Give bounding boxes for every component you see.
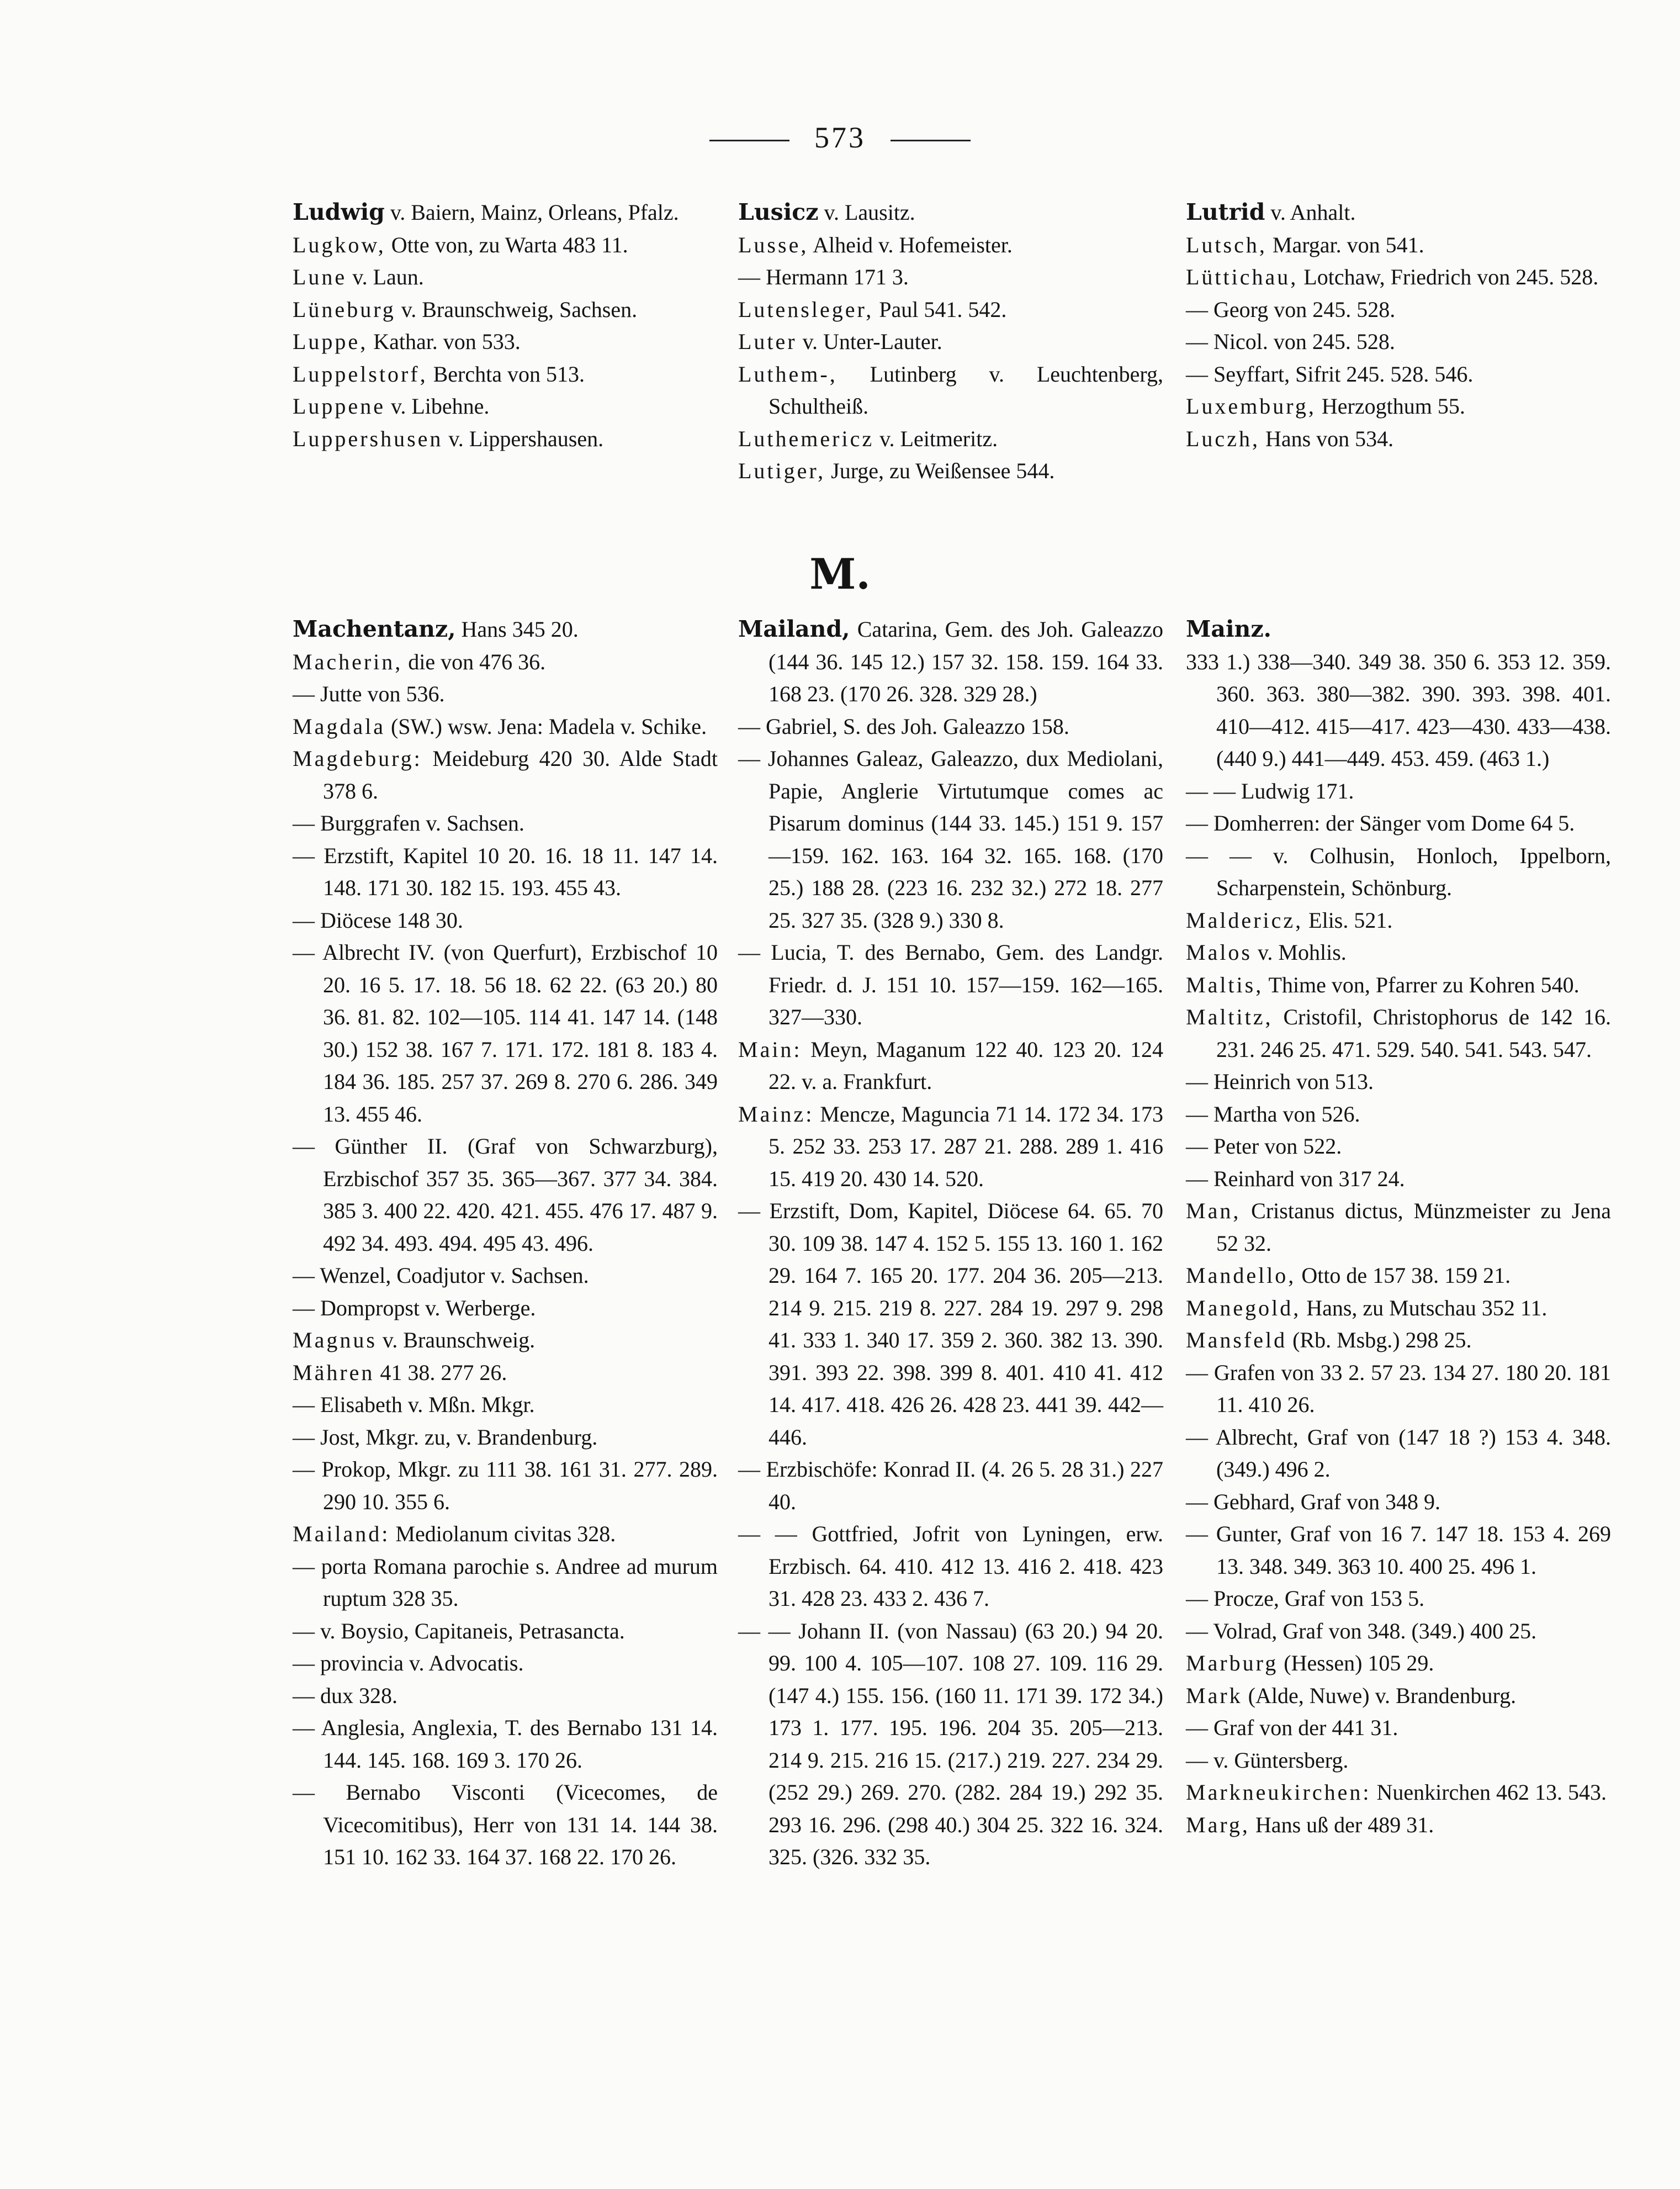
entry-keyword: Lüneburg [293,297,396,322]
entry-text: Cristofil, Christophorus de 142 16. 231. 246 25. 471. 529. 540. 541. 543. 547. [1216,1004,1611,1062]
entry-text: Thime von, Pfarrer zu Kohren 540. [1263,972,1580,997]
entry-keyword: Mailand: [293,1521,390,1546]
entry-keyword: Mandello, [1186,1263,1296,1288]
index-entry [293,1680,718,1712]
section-letter: M. [809,549,871,599]
index-entry [738,1615,1163,1874]
entry-text: Jurge, zu Weißensee 544. [825,458,1055,483]
entry-text: (Rb. Msbg.) 298 25. [1287,1328,1472,1352]
left-rule [709,140,789,141]
index-entry [1186,196,1611,229]
entry-text: v. Unter-Lauter. [797,329,942,354]
entry-text: — Gunter, Graf von 16 7. 147 18. 153 4. 269 13. 348. 349. 363 10. 400 25. 496 1. [1186,1521,1611,1579]
entry-text: v. Braunschweig. [377,1328,536,1352]
entry-text: Hans 345 20. [455,617,579,642]
entry-headword: Ludwig [293,199,385,225]
entry-text: (SW.) wsw. Jena: Madela v. Schike. [385,713,707,739]
entry-text: — Anglesia, Anglexia, T. des Bernabo 131 14. 144. 145. 168. 169 3. 170 26. [293,1715,718,1773]
index-entry [1186,294,1611,326]
entry-text: — Volrad, Graf von 348. (349.) 400 25. [1186,1618,1537,1643]
index-entry [1186,969,1611,1002]
entry-text: Mencze, Maguncia 71 14. 172 34. 173 5. 252 33. 253 17. 287 21. 288. 289 1. 416 15. 419 20. 430 14. 520. [769,1101,1163,1191]
index-entry [738,423,1163,456]
entry-text: — Erzstift, Kapitel 10 20. 16. 18 11. 147 14. 148. 171 30. 182 15. 193. 455 43. [293,843,718,900]
entry-keyword: Luter [738,329,797,354]
index-entry [293,1292,718,1325]
entry-text: v. Lippershausen. [443,426,604,451]
entry-keyword: Mansfeld [1186,1328,1287,1352]
entry-keyword: Luxemburg, [1186,394,1316,419]
entry-headword: Mailand, [738,616,850,642]
index-entry [293,1615,718,1648]
index-entry [1186,1776,1611,1809]
entry-text: — Albrecht IV. (von Querfurt), Erzbischof 10 20. 16 5. 17. 18. 56 18. 62 22. (63 20.) 80 36. 81. 82. 102—105. 114 41. 147 14. (148 30.) 152 38. 167 7. 171. 172. 181 8. 183 4. 184 36. 185. 257 37. 269 8. 270 6. 286. 349 13. 455 46. [293,940,718,1127]
entry-text: — Procze, Graf von 153 5. [1186,1586,1425,1611]
index-entry [738,358,1163,423]
entry-keyword: Lune [293,265,347,289]
index-entry [1186,1712,1611,1744]
index-entry [293,905,718,937]
index-entry [738,613,1163,711]
entry-headword: Mainz. [1186,616,1271,642]
entry-text: Berchta von 513. [427,361,585,387]
index-entry [1186,807,1611,840]
entry-keyword: Man, [1186,1198,1241,1223]
entry-keyword: Main: [738,1037,802,1062]
entry-keyword: Magnus [293,1328,377,1352]
index-entry [738,1518,1163,1615]
entry-text: Cristanus dictus, Münzmeister zu Jena 52 32. [1216,1198,1611,1256]
right-rule [891,140,971,141]
entry-text: Lotchaw, Friedrich von 245. 528. [1298,265,1599,289]
index-entry [293,1421,718,1454]
entry-text: — Peter von 522. [1186,1134,1342,1159]
index-column-bottom-1 [293,613,718,1874]
index-entry [293,1453,718,1518]
index-entry [293,196,718,229]
index-entry [738,326,1163,358]
entry-text: — Elisabeth v. Mßn. Mkgr. [293,1392,535,1417]
entry-text: Otte von, zu Warta 483 11. [385,232,628,257]
index-entry [738,743,1163,937]
entry-keyword: Marg, [1186,1812,1250,1837]
entry-text: v. Mohlis. [1252,940,1347,965]
entry-keyword: Mainz: [738,1101,814,1127]
entry-text: — Erzbischöfe: Konrad II. (4. 26 5. 28 31.) 227 40. [738,1457,1163,1514]
index-entry [293,1518,718,1551]
entry-text: Hans uß der 489 31. [1249,1812,1434,1837]
index-entry [293,229,718,262]
index-entry [1186,1260,1611,1292]
entry-text: Meideburg 420 30. Alde Stadt 378 6. [323,746,718,803]
index-entry [293,711,718,743]
index-entry [293,743,718,807]
entry-headword: Lusicz [738,199,819,225]
index-entry [1186,1324,1611,1357]
entry-keyword: Lusse, [738,232,809,257]
index-entry [1186,1163,1611,1196]
entry-text: 41 38. 277 26. [374,1360,507,1385]
index-entry [293,840,718,905]
entry-text: Alheid v. Hofemeister. [808,232,1013,257]
entry-keyword: Lutsch, [1186,232,1267,257]
entry-text: Herzogthum 55. [1316,394,1465,419]
entry-text: — Prokop, Mkgr. zu 111 38. 161 31. 277. 289. 290 10. 355 6. [293,1457,718,1514]
entry-text: v. Anhalt. [1265,200,1356,225]
entry-text: v. Leitmeritz. [874,426,998,451]
index-entry [293,613,718,646]
entry-text: v. Laun. [347,265,424,289]
entry-text: — Dompropst v. Werberge. [293,1295,536,1320]
entry-keyword: Malos [1186,940,1252,965]
index-entry [1186,1809,1611,1842]
entry-text: v. Lausitz. [818,200,915,225]
index-entry [738,1453,1163,1518]
index-entry [1186,1615,1611,1648]
entry-text: Hans von 534. [1259,426,1394,451]
index-entry [738,229,1163,262]
entry-keyword: Lugkow, [293,232,386,257]
entry-text: — Seyffart, Sifrit 245. 528. 546. [1186,361,1474,387]
index-column-bottom-2 [738,613,1163,1874]
entry-text: — — v. Colhusin, Honloch, Ippelborn, Scharpenstein, Schönburg. [1186,843,1611,900]
entry-text: — Heinrich von 513. [1186,1069,1374,1094]
index-entry [293,1260,718,1292]
entry-text: — v. Güntersberg. [1186,1747,1349,1773]
entry-keyword: Luppe, [293,329,368,354]
entry-text: — Nicol. von 245. 528. [1186,329,1395,354]
page-number [0,120,1680,155]
index-entry [1186,1421,1611,1486]
index-entry [1186,1357,1611,1421]
entry-text: Catarina, Gem. des Joh. Galeazzo (144 36. 145 12.) 157 32. 158. 159. 164 33. 168 23. (170 26. 328. 329 28.) [769,617,1163,706]
index-entry [1186,1486,1611,1519]
index-entry [738,711,1163,743]
entry-text: (Hessen) 105 29. [1278,1651,1434,1675]
index-entry [1186,1744,1611,1777]
entry-text: Otto de 157 38. 159 21. [1296,1263,1511,1288]
entry-keyword: Luppershusen [293,426,443,451]
entry-text: — v. Boysio, Capitaneis, Petrasancta. [293,1618,625,1643]
index-entry [1186,1647,1611,1680]
index-entry [293,326,718,358]
index-column-top-2 [738,196,1163,488]
index-entry [738,1034,1163,1098]
entry-keyword: Macherin, [293,649,403,674]
index-entry [1186,1066,1611,1098]
entry-text: die von 476 36. [402,649,546,674]
index-entry [1186,646,1611,775]
index-entry [1186,613,1611,646]
entry-keyword: Lüttichau, [1186,265,1299,289]
entry-text: Paul 541. 542. [873,297,1007,322]
entry-text: — Grafen von 33 2. 57 23. 134 27. 180 20. 181 11. 410 26. [1186,1360,1611,1417]
entry-text: — Domherren: der Sänger vom Dome 64 5. [1186,811,1575,836]
index-entry [293,678,718,711]
index-entry [293,390,718,423]
index-entry [738,937,1163,1034]
entry-text: — Albrecht, Graf von (147 18 ?) 153 4. 348. (349.) 496 2. [1186,1424,1611,1482]
entry-text: — Georg von 245. 528. [1186,297,1396,322]
index-column-top-1 [293,196,718,455]
index-entry [1186,423,1611,456]
index-entry [1186,229,1611,262]
index-entry [293,1357,718,1389]
entry-text: — Wenzel, Coadjutor v. Sachsen. [293,1263,589,1288]
entry-keyword: Maltitz, [1186,1004,1273,1029]
index-entry [293,294,718,326]
entry-keyword: Luczh, [1186,426,1260,451]
entry-text: 333 1.) 338—340. 349 38. 350 6. 353 12. 359. 360. 363. 380—382. 390. 393. 398. 401. 410—412. 415—417. 423—430. 433—438. (440 9.) 441—449. 453. 459. (463 1.) [1186,649,1611,771]
entry-text: Margar. von 541. [1266,232,1424,257]
entry-text: v. Libehne. [385,394,490,419]
entry-keyword: Maltis, [1186,972,1264,997]
index-entry [293,1324,718,1357]
entry-keyword: Manegold, [1186,1295,1301,1320]
index-entry [293,807,718,840]
index-entry [1186,261,1611,294]
index-entry [1186,1098,1611,1131]
index-entry [1186,1001,1611,1066]
entry-keyword: Mark [1186,1683,1243,1708]
index-entry [1186,1130,1611,1163]
entry-headword: Machentanz, [293,616,456,642]
index-entry [1186,937,1611,969]
index-entry [293,1389,718,1421]
entry-keyword: Luthemericz [738,426,875,451]
index-entry [293,1130,718,1260]
entry-text: Hans, zu Mutschau 352 11. [1301,1295,1547,1320]
index-entry [293,1712,718,1776]
index-entry [1186,1518,1611,1583]
entry-keyword: Luppelstorf, [293,361,428,387]
index-entry [1186,840,1611,905]
index-entry [293,1551,718,1615]
entry-keyword: Lutensleger, [738,297,874,322]
entry-text: v. Braunschweig, Sachsen. [395,297,638,322]
entry-text: — Martha von 526. [1186,1101,1360,1127]
index-entry [1186,1195,1611,1260]
entry-keyword: Marburg [1186,1651,1279,1675]
index-entry [293,358,718,391]
entry-text: — Jost, Mkgr. zu, v. Brandenburg. [293,1424,598,1450]
entry-keyword: Magdeburg: [293,746,422,771]
entry-text: — Gabriel, S. des Joh. Galeazzo 158. [738,713,1069,739]
index-entry [1186,1583,1611,1615]
entry-headword: Lutrid [1186,199,1265,225]
index-entry [293,261,718,294]
entry-text: — Graf von der 441 31. [1186,1715,1398,1740]
entry-text: — Bernabo Visconti (Vicecomes, de Vicecomitibus), Herr von 131 14. 144 38. 151 10. 162 33. 164 37. 168 22. 170 26. [293,1780,718,1869]
entry-text: — Jutte von 536. [293,681,445,706]
entry-text: — Johannes Galeaz, Galeazzo, dux Mediolani, Papie, Anglerie Virtutumque comes ac Pisarum dominus (144 33. 145.) 151 9. 157—159. 162. 163. 164 32. 165. 168. (170 25.) 188 28. (223 16. 232 32.) 272 18. 277 25. 327 35. (328 9.) 330 8. [738,746,1163,933]
entry-text: v. Baiern, Mainz, Orleans, Pfalz. [384,200,679,225]
entry-keyword: Lutiger, [738,458,826,483]
index-entry [1186,390,1611,423]
index-column-bottom-3 [1186,613,1611,1841]
entry-text: — provincia v. Advocatis. [293,1651,524,1675]
entry-text: — Hermann 171 3. [738,265,909,289]
index-entry [1186,326,1611,358]
index-entry [738,1098,1163,1196]
index-entry [1186,905,1611,937]
index-entry [293,423,718,456]
entry-text: Mediolanum civitas 328. [390,1521,616,1546]
entry-text: — Reinhard von 317 24. [1186,1166,1405,1191]
entry-text: — — Ludwig 171. [1186,778,1354,803]
entry-text: — Lucia, T. des Bernabo, Gem. des Landgr. Friedr. d. J. 151 10. 157—159. 162—165. 327—330. [738,940,1163,1029]
index-entry [293,646,718,679]
index-entry [738,196,1163,229]
index-entry [738,294,1163,326]
entry-text: — Burggrafen v. Sachsen. [293,811,524,836]
entry-text: — Gebhard, Graf von 348 9. [1186,1489,1440,1514]
entry-text: Nuenkirchen 462 13. 543. [1371,1780,1607,1805]
index-entry [1186,775,1611,808]
entry-keyword: Markneukirchen: [1186,1780,1371,1805]
index-entry [293,937,718,1130]
index-column-top-3 [1186,196,1611,455]
entry-keyword: Magdala [293,713,385,739]
index-entry [738,455,1163,488]
index-entry [1186,358,1611,391]
entry-keyword: Maldericz, [1186,907,1303,933]
index-entry [738,261,1163,294]
index-entry [293,1647,718,1680]
index-entry [293,1776,718,1874]
index-entry [1186,1292,1611,1325]
entry-text: — — Gottfried, Jofrit von Lyningen, erw. Erzbisch. 64. 410. 412 13. 416 2. 418. 423 31. 428 23. 433 2. 436 7. [738,1521,1163,1611]
entry-text: Elis. 521. [1303,907,1393,933]
index-entry [738,1195,1163,1453]
entry-text: — Diöcese 148 30. [293,907,463,933]
entry-keyword: Mähren [293,1360,375,1385]
entry-text: (Alde, Nuwe) v. Brandenburg. [1242,1683,1517,1708]
entry-text: — dux 328. [293,1683,398,1708]
page-number-text: 573 [814,121,866,154]
entry-text: Meyn, Maganum 122 40. 123 20. 124 22. v. a. Frankfurt. [769,1037,1163,1094]
index-entry [1186,1680,1611,1712]
entry-keyword: Luthem-, [738,361,838,387]
entry-text: Lutinberg v. Leuchtenberg, Schultheiß. [769,361,1163,419]
entry-text: — porta Romana parochie s. Andree ad murum ruptum 328 35. [293,1553,718,1611]
entry-keyword: Luppene [293,394,385,419]
entry-text: — Erzstift, Dom, Kapitel, Diöcese 64. 65. 70 30. 109 38. 147 4. 152 5. 155 13. 160 1. 162 29. 164 7. 165 20. 177. 204 36. 205—213. 214 9. 215. 219 8. 227. 284 19. 297 9. 298 41. 333 1. 340 17. 359 2. 360. 382 13. 390. 391. 393 22. 398. 399 8. 401. 410 41. 412 14. 417. 418. 426 26. 428 23. 441 39. 442—446. [738,1198,1163,1450]
entry-text: — Günther II. (Graf von Schwarzburg), Erzbischof 357 35. 365—367. 377 34. 384. 385 3. 400 22. 420. 421. 455. 476 17. 487 9. 492 34. 493. 494. 495 43. 496. [293,1134,718,1256]
entry-text: — — Johann II. (von Nassau) (63 20.) 94 20. 99. 100 4. 105—107. 108 27. 109. 116 29. (147 4.) 155. 156. (160 11. 171 39. 172 34.) 173 1. 177. 195. 196. 204 35. 205—213. 214 9. 215. 216 15. (217.) 219. 227. 234 29. (252 29.) 269. 270. (282. 284 19.) 292 35. 293 16. 296. (298 40.) 304 25. 322 16. 324. 325. (326. 332 35. [738,1618,1163,1869]
entry-text: Kathar. von 533. [368,329,521,354]
